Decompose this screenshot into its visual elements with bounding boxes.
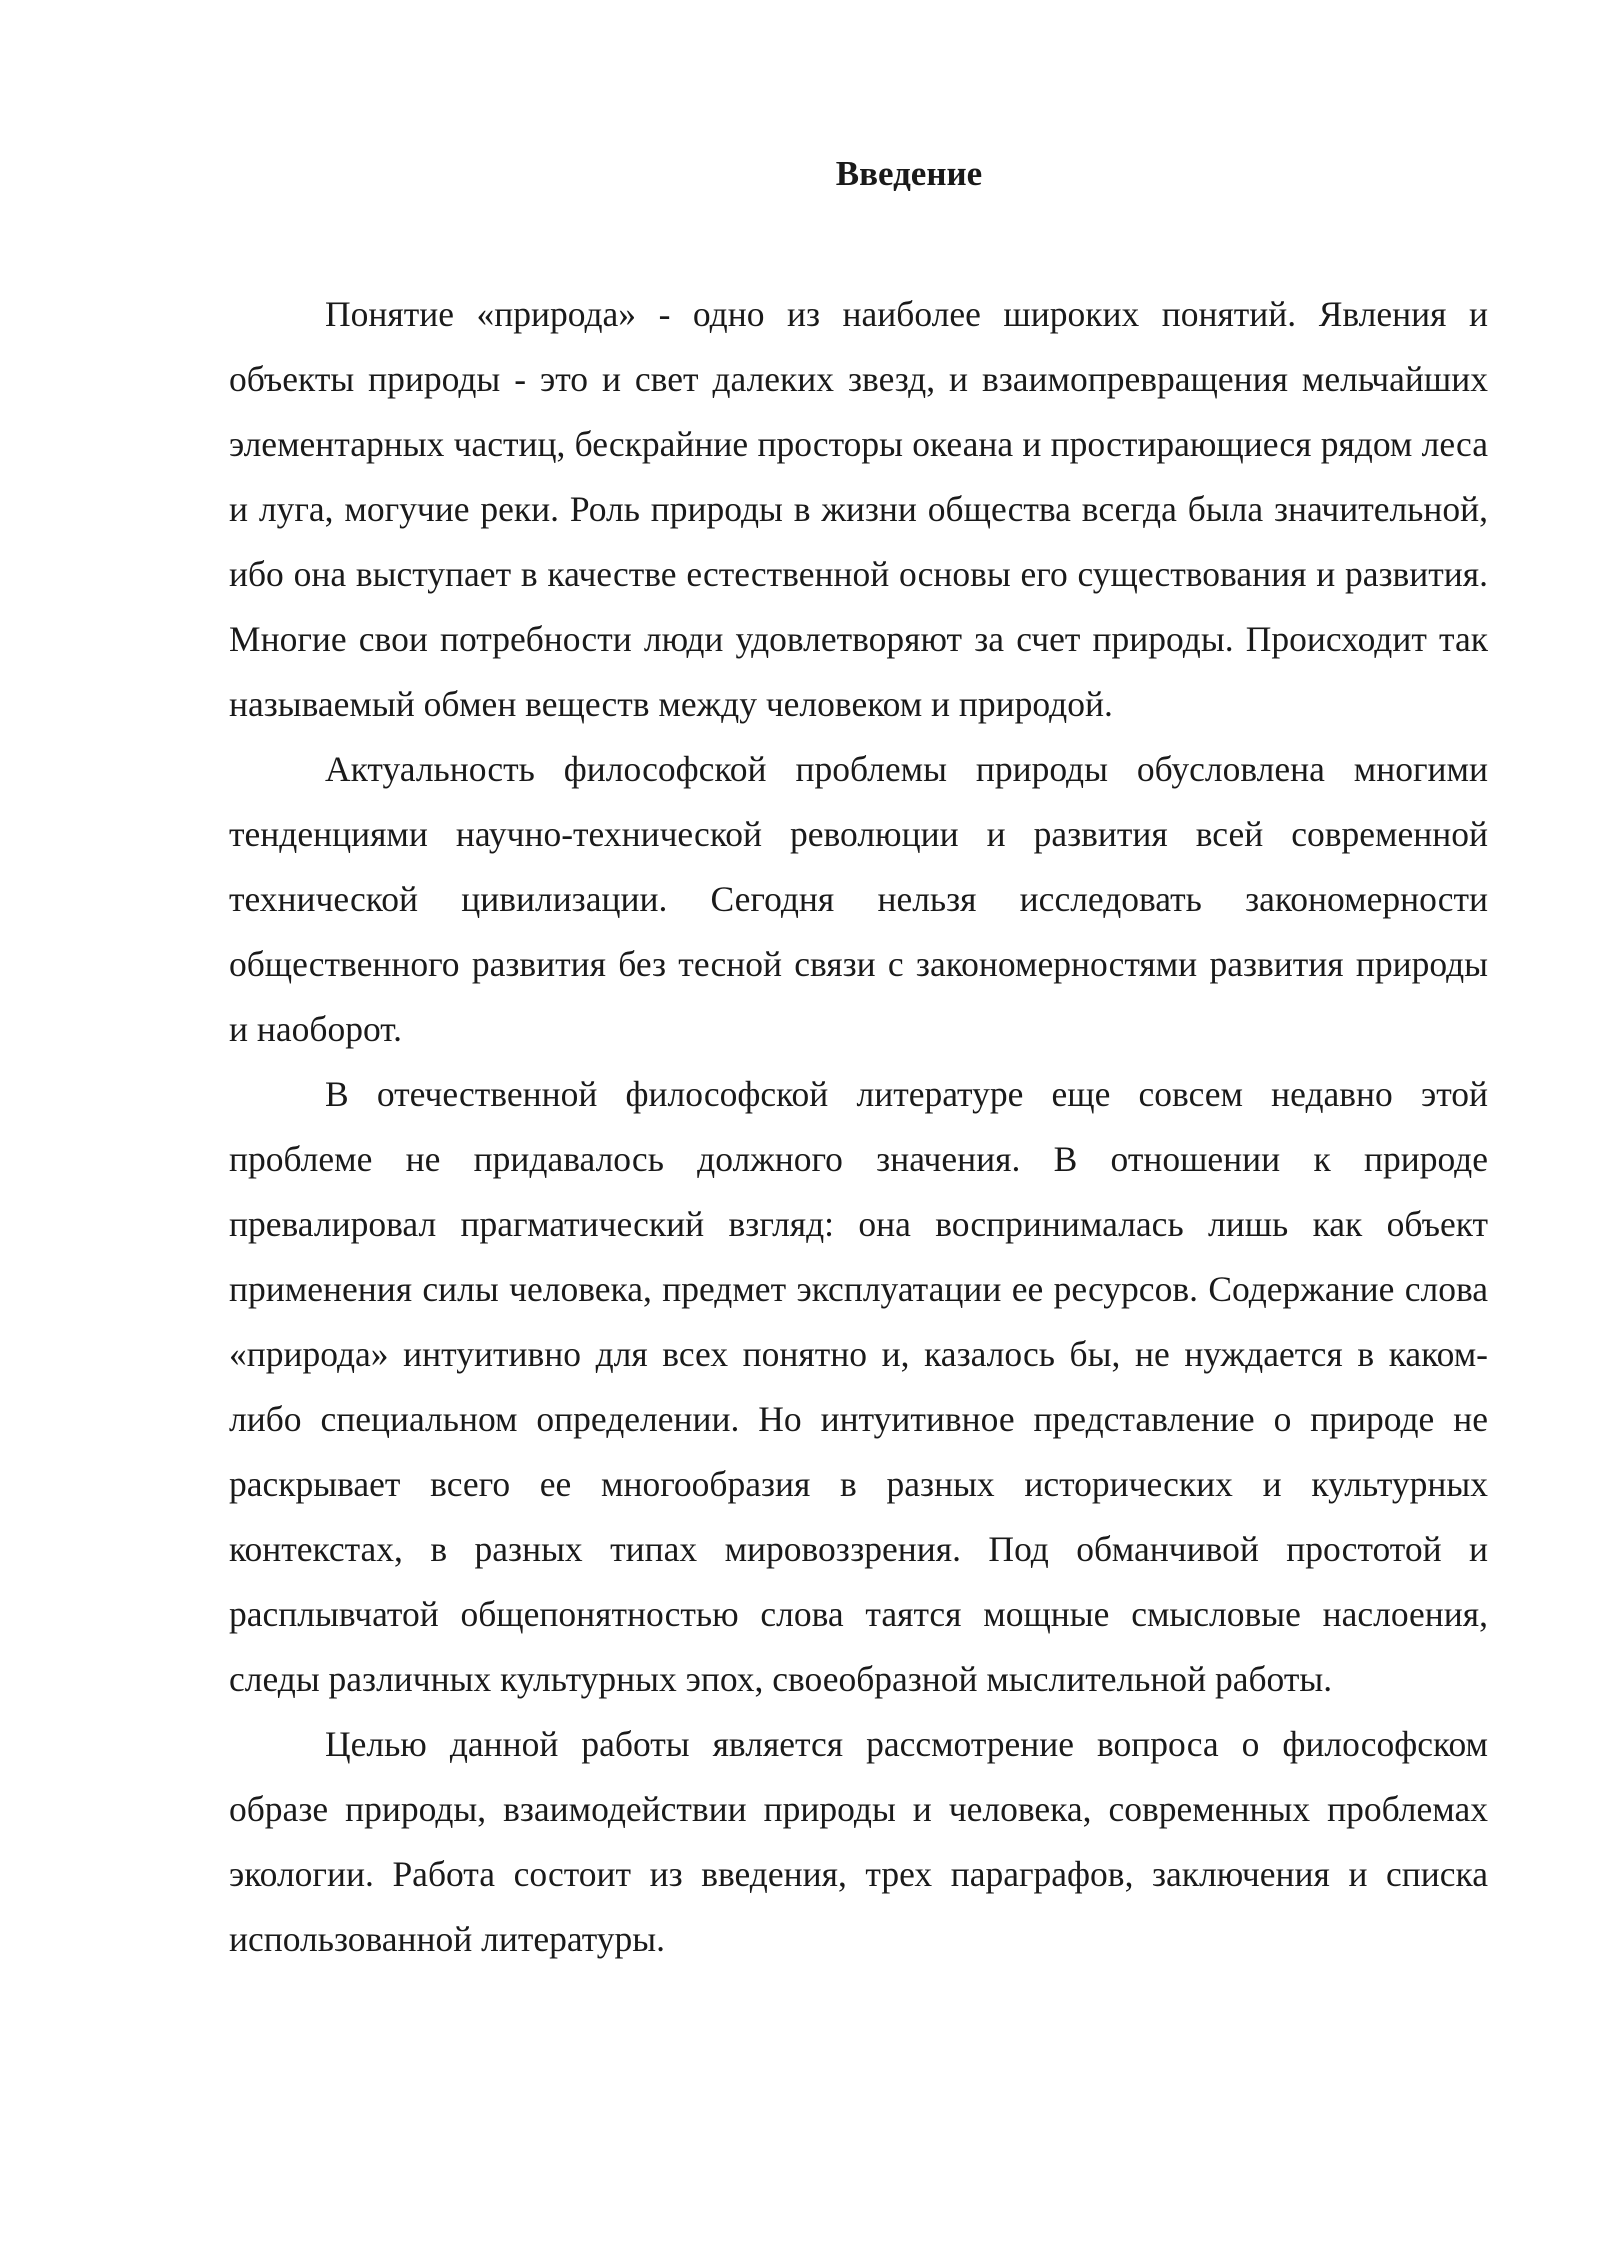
- page-title: Введение: [835, 154, 983, 193]
- paragraph-4: Целью данной работы является рассмотрение вопроса о философском образе природы, взаимодействии природы и человека, современных проблемах экологии. Работа состоит из введения, трех параграфов, заключения и списка использованной литературы.: [229, 1724, 1488, 1959]
- document-body: [229, 282, 1488, 1972]
- paragraph-3: В отечественной философской литературе еще совсем недавно этой проблеме не придавалось должного значения. В отношении к природе превалировал прагматический взгляд: она воспринималась лишь как объект применения силы человека, предмет эксплуатации ее ресурсов. Содержание слова «природа» интуитивно для всех понятно и, казалось бы, не нуждается в каком-либо специальном определении. Но интуитивное представление о природе не раскрывает всего ее многообразия в разных исторических и культурных контекстах, в разных типах мировоззрения. Под обманчивой простотой и расплывчатой общепонятностью слова таятся мощные смысловые наслоения, следы различных культурных эпох, своеобразной мыслительной работы.: [229, 1074, 1488, 1699]
- paragraph-1: Понятие «природа» - одно из наиболее широких понятий. Явления и объекты природы - это и свет далеких звезд, и взаимопревращения мельчайших элементарных частиц, бескрайние просторы океана и простирающиеся рядом леса и луга, могучие реки. Роль природы в жизни общества всегда была значительной, ибо она выступает в качестве естественной основы его существования и развития. Многие свои потребности люди удовлетворяют за счет природы. Происходит так называемый обмен веществ между человеком и природой.: [229, 294, 1488, 724]
- paragraph-2: Актуальность философской проблемы природы обусловлена многими тенденциями научно-технической революции и развития всей современной технической цивилизации. Сегодня нельзя исследовать закономерности общественного развития без тесной связи с закономерностями развития природы и наоборот.: [229, 749, 1488, 1049]
